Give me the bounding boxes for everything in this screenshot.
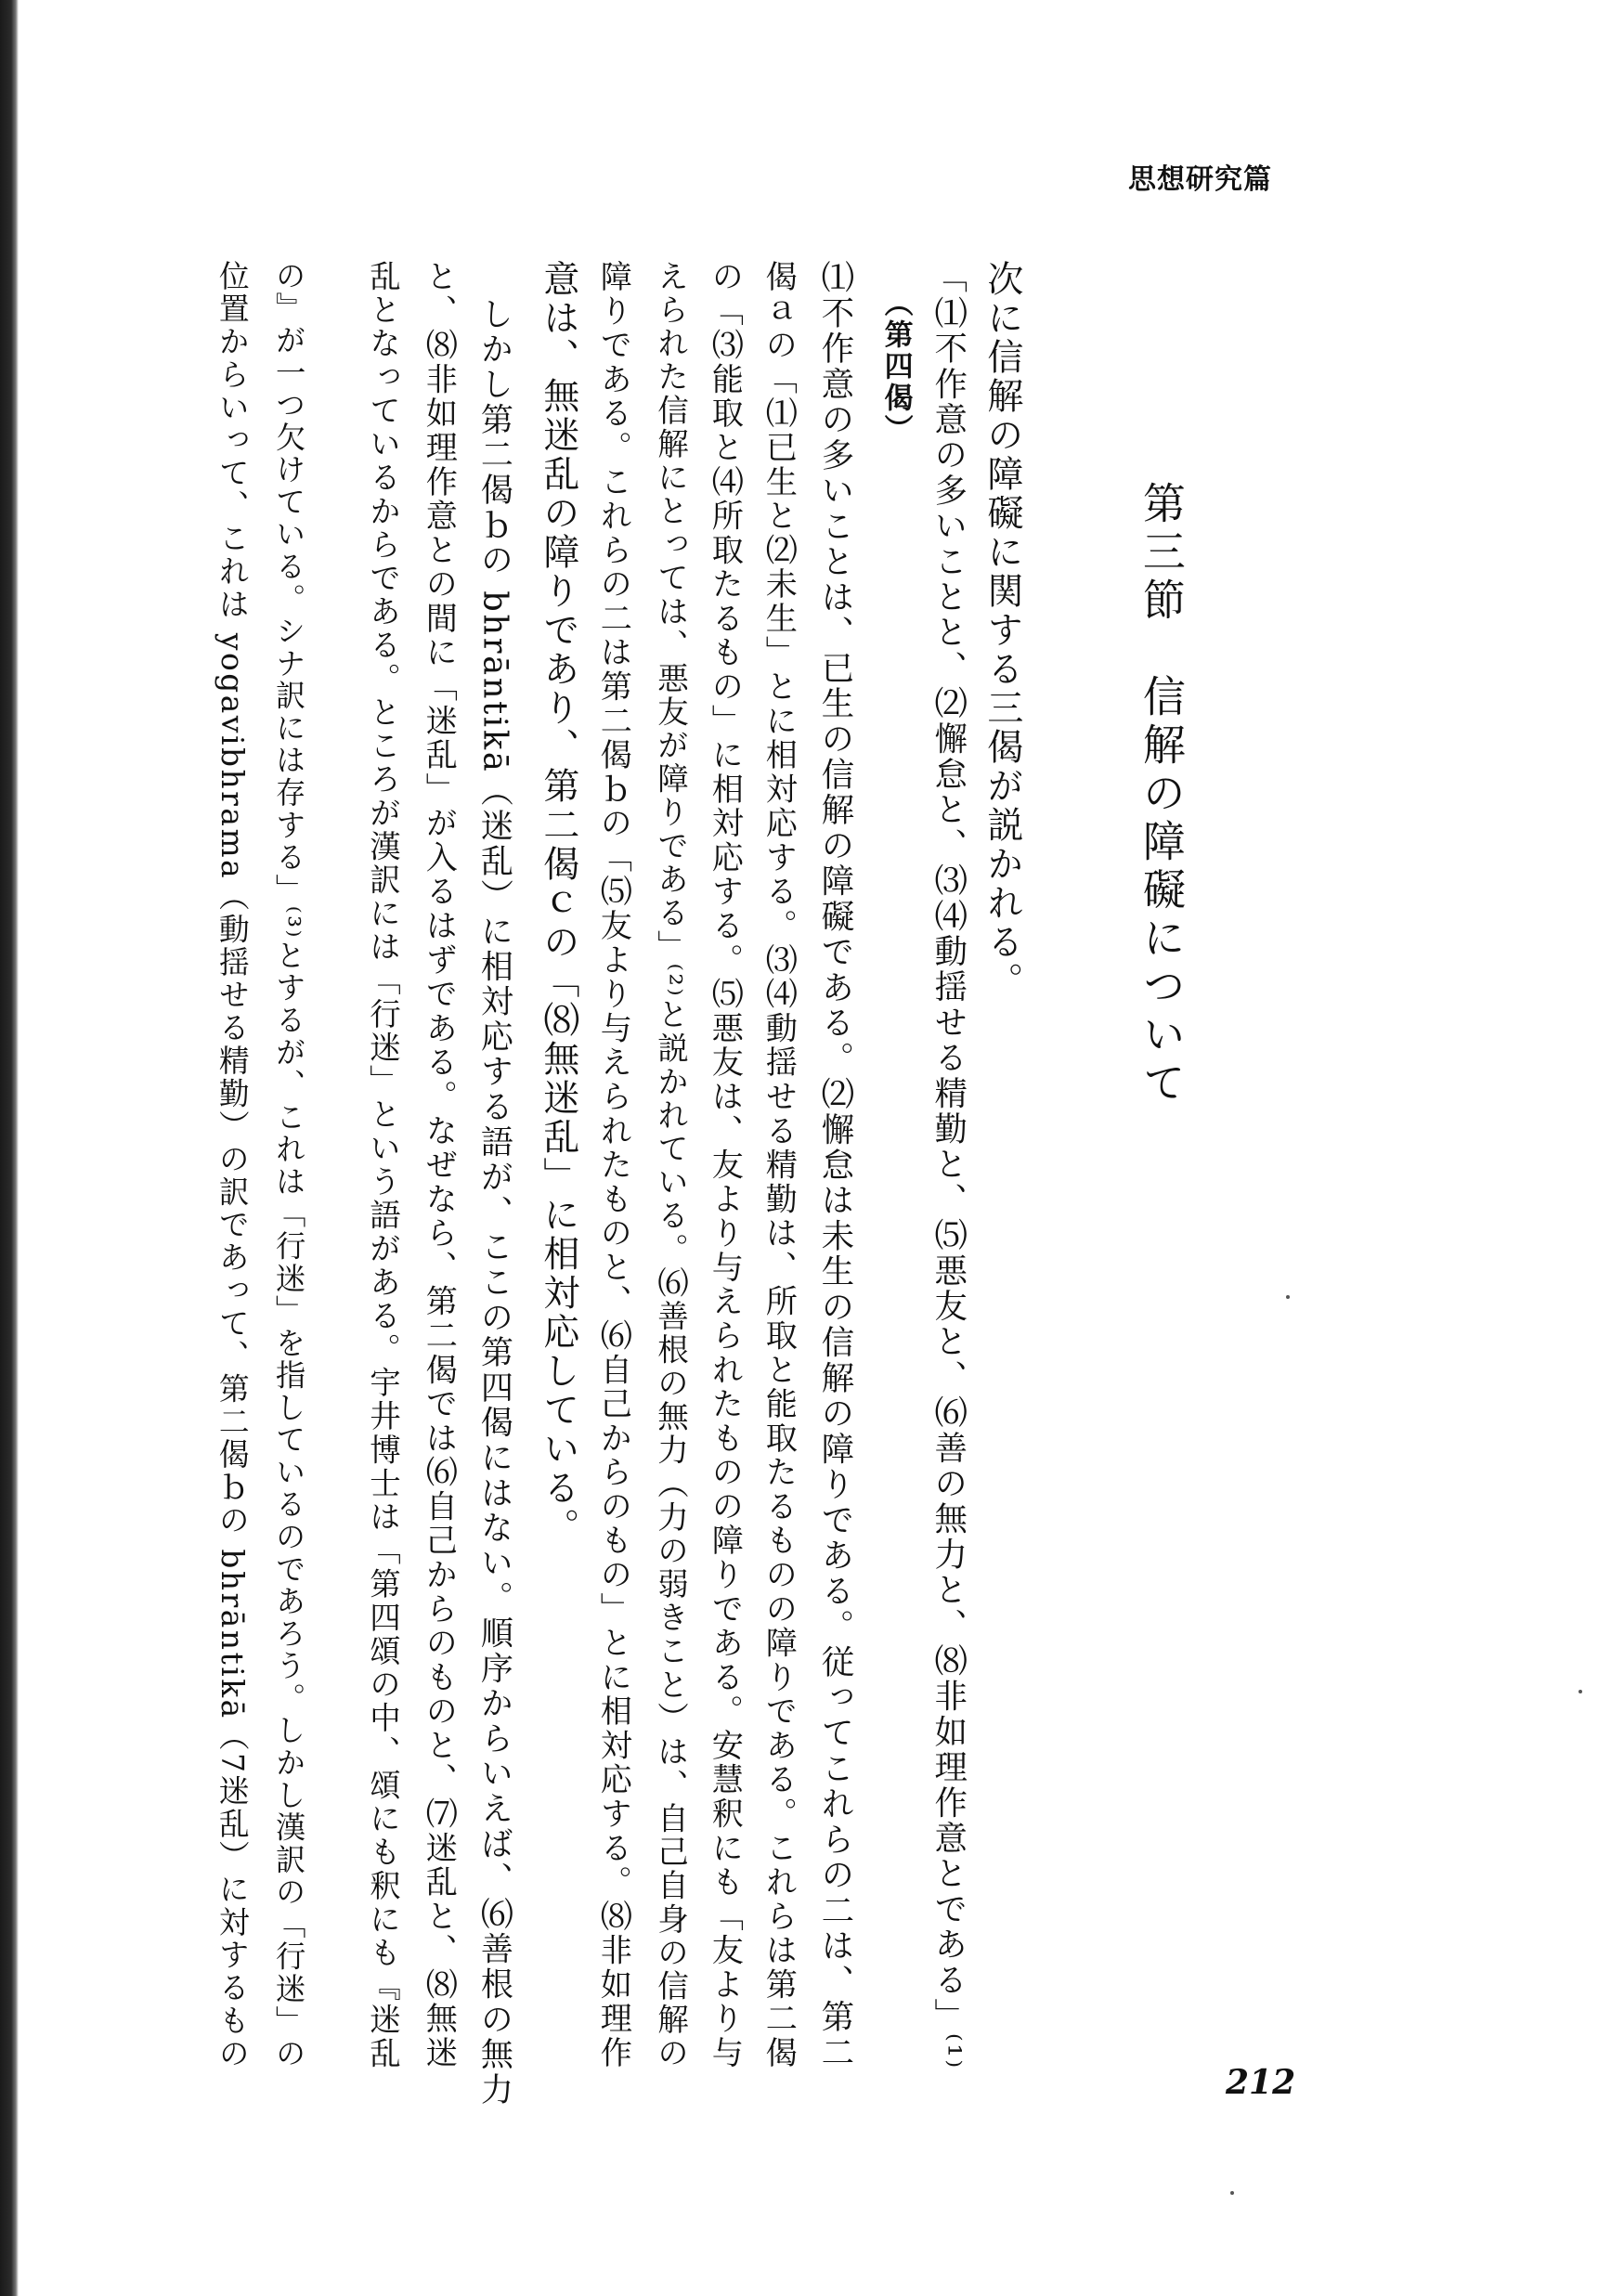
body-column: 「⑴不作意の多いことと、⑵懈怠と、⑶⑷動揺せる精勤と、⑸悪友と、⑹善の無力と、⑻非如理作意とである」⁽¹⁾: [929, 260, 968, 2070]
section-title: 第三節 信解の障礙について: [1136, 481, 1187, 1109]
body-column: 偈ａの「⑴已生と⑵未生」とに相対応する。⑶⑷動揺せる精勤は、所取と能取たるものの障りである。これらは第二偈: [760, 260, 798, 2070]
body-column: えられた信解にとっては、悪友が障りである」⁽²⁾と説かれている。⑹善根の無力（力の弱きこと）は、自己自身の信解の: [652, 260, 689, 2070]
page-number: 212: [1226, 2063, 1296, 2102]
body-column: の「⑶能取と⑷所取たるもの」に相対応する。⑸悪友は、友より与えられたものの障りである。安慧釈にも「友より与: [706, 260, 744, 2070]
binding-edge: [0, 0, 19, 2296]
body-column: と、⑻非如理作意との間に「迷乱」が入るはずである。なぜなら、第二偈では⑹自己からのものと、⑺迷乱と、⑻無迷: [420, 260, 458, 2070]
body-column: 位置からいって、これは yogavibhrama（動揺せる精勤）の訳であって、第二偈ｂの bhrāntikā（7迷乱）に対するもの: [214, 260, 250, 2070]
scan-speck: [1579, 1690, 1582, 1693]
body-column: 次に信解の障礙に関する三偈が説かれる。: [981, 260, 1023, 1001]
body-column: 意は、無迷乱の障りであり、第二偈ｃの「⑻無迷乱」に相対応している。: [537, 260, 579, 1547]
scan-speck: [1230, 2191, 1234, 2195]
body-column: しかし第二偈ｂの bhrāntikā（迷乱）に相対応する語が、ここの第四偈にはない。順序からいえば、⑹善根の無力: [475, 297, 514, 2108]
body-column: ⑴不作意の多いことは、已生の信解の障礙である。⑵懈怠は未生の信解の障りである。従ってこれらの二は、第二: [815, 260, 854, 2070]
body-column: 障りである。これらの二は第二偈ｂの「⑸友より与えられたものと、⑹自己からのもの」とに相対応する。⑻非如理作: [594, 260, 632, 2070]
body-column: の』が一つ欠けている。シナ訳には存する」⁽³⁾とするが、これは「行迷」を指しているのであろう。しかし漢訳の「行迷」の: [271, 260, 307, 2070]
scan-speck: [1286, 1295, 1290, 1299]
verse-label: （第四偈）: [878, 288, 913, 446]
running-header: 思想研究篇: [1128, 163, 1272, 196]
body-column: 乱となっているからである。ところが漢訳には「行迷」という語がある。宇井博士は「第四頌の中、頌にも釈にも『迷乱: [364, 260, 401, 2070]
